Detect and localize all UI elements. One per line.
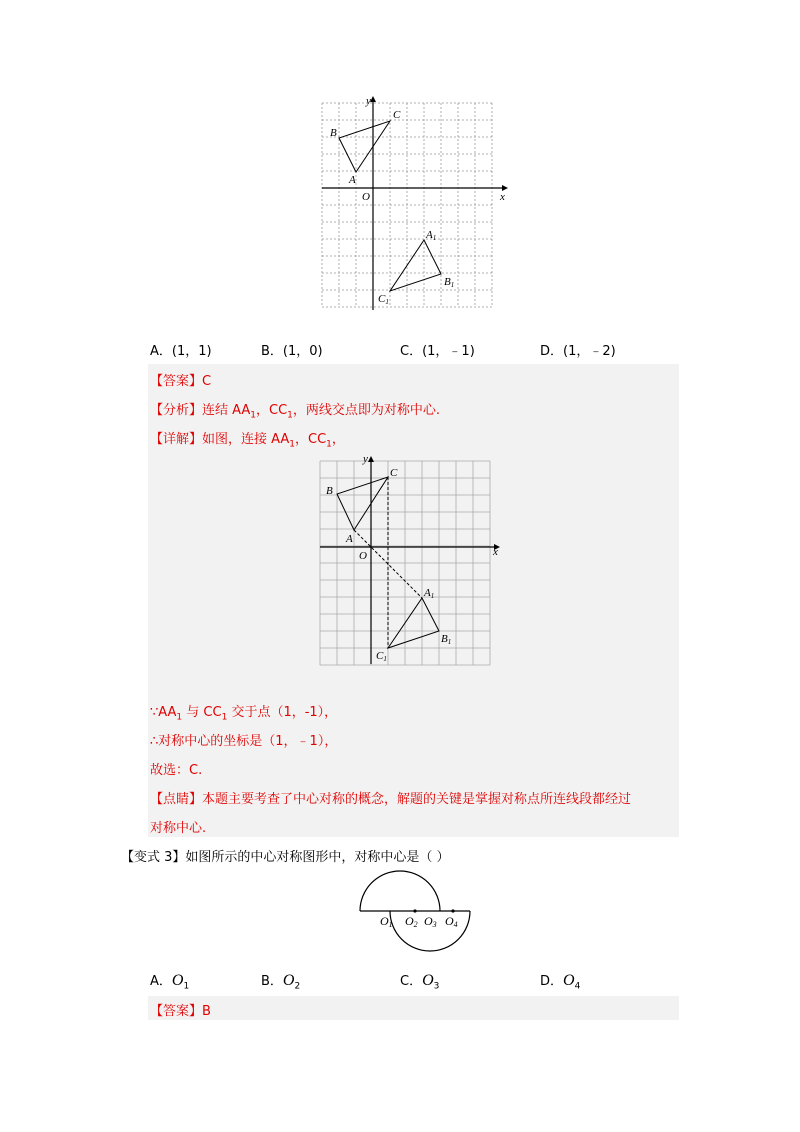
- variant-answer-line: 【答案】B: [150, 1004, 211, 1019]
- option-c: C．(1，﹣1): [400, 344, 475, 359]
- label-b1: B1: [441, 633, 452, 646]
- grid-lines: [322, 103, 492, 307]
- label-c: C: [393, 109, 401, 121]
- option-d: D．(1，﹣2): [540, 344, 616, 359]
- label-a: A: [346, 533, 353, 545]
- triangle-abc: [337, 477, 388, 530]
- fig-label-o2: O2: [405, 914, 418, 929]
- fig-label-o1: O1: [380, 914, 393, 929]
- label-o: O: [362, 191, 370, 203]
- variant-option-a: A．$O_1$: [150, 972, 190, 992]
- label-a: A: [349, 174, 356, 186]
- label-x: x: [500, 191, 505, 203]
- label-y: y: [363, 454, 368, 465]
- label-c: C: [390, 467, 398, 479]
- comment-line-2: 对称中心.: [150, 821, 207, 836]
- label-y: y: [366, 96, 371, 107]
- y-axis-arrow: [370, 96, 376, 102]
- label-b1: B1: [444, 276, 455, 289]
- comment-line-1: 【点睛】本题主要考查了中心对称的概念，解题的关键是掌握对称点所连线段都经过: [150, 792, 632, 807]
- variant-option-c: C．$O_3$: [400, 972, 440, 992]
- label-c1: C1: [376, 650, 387, 663]
- triangle-a1b1c1: [390, 240, 441, 291]
- label-a1: A1: [426, 229, 437, 242]
- point-o2: [413, 909, 416, 912]
- label-c1: C1: [378, 293, 389, 306]
- semicircle-figure: [350, 868, 480, 964]
- label-b: B: [326, 485, 333, 497]
- label-x: x: [493, 546, 498, 558]
- option-a: A．(1，1): [150, 344, 212, 359]
- choose-line: 故选：C.: [150, 763, 203, 778]
- solution-grid-figure: [316, 454, 506, 668]
- triangle-a1b1c1: [388, 598, 439, 648]
- variant-option-b: B．$O_2$: [261, 972, 301, 992]
- upper-semicircle: [360, 871, 440, 911]
- point-o4: [451, 909, 454, 912]
- therefore-line: ∴对称中心的坐标是（1，﹣1），: [150, 734, 338, 749]
- label-a1: A1: [424, 587, 435, 600]
- option-b: B．(1，0): [261, 344, 323, 359]
- label-o: O: [359, 550, 367, 562]
- variant-answer-block: [148, 996, 679, 1020]
- fig-label-o3: O3: [424, 914, 437, 929]
- because-line: $\because AA_1$ 与 $CC_1$ 交于点（1，-1），: [150, 705, 338, 723]
- y-axis-arrow: [368, 456, 374, 462]
- variant-title: 【变式 3】如图所示的中心对称图形中，对称中心是（ ）: [121, 850, 450, 865]
- question-grid-figure: [318, 96, 510, 316]
- detail-line: 【详解】如图，连接 $AA_1$，$CC_1$，: [150, 432, 345, 450]
- label-b: B: [330, 127, 337, 139]
- triangle-abc: [339, 121, 390, 172]
- answer-line: 【答案】C: [150, 374, 212, 389]
- fig-label-o4: O4: [445, 914, 458, 929]
- variant-option-d: D．$O_4$: [540, 972, 581, 992]
- analysis-line: 【分析】连结 $AA_1$，$CC_1$，两线交点即为对称中心.: [150, 403, 441, 421]
